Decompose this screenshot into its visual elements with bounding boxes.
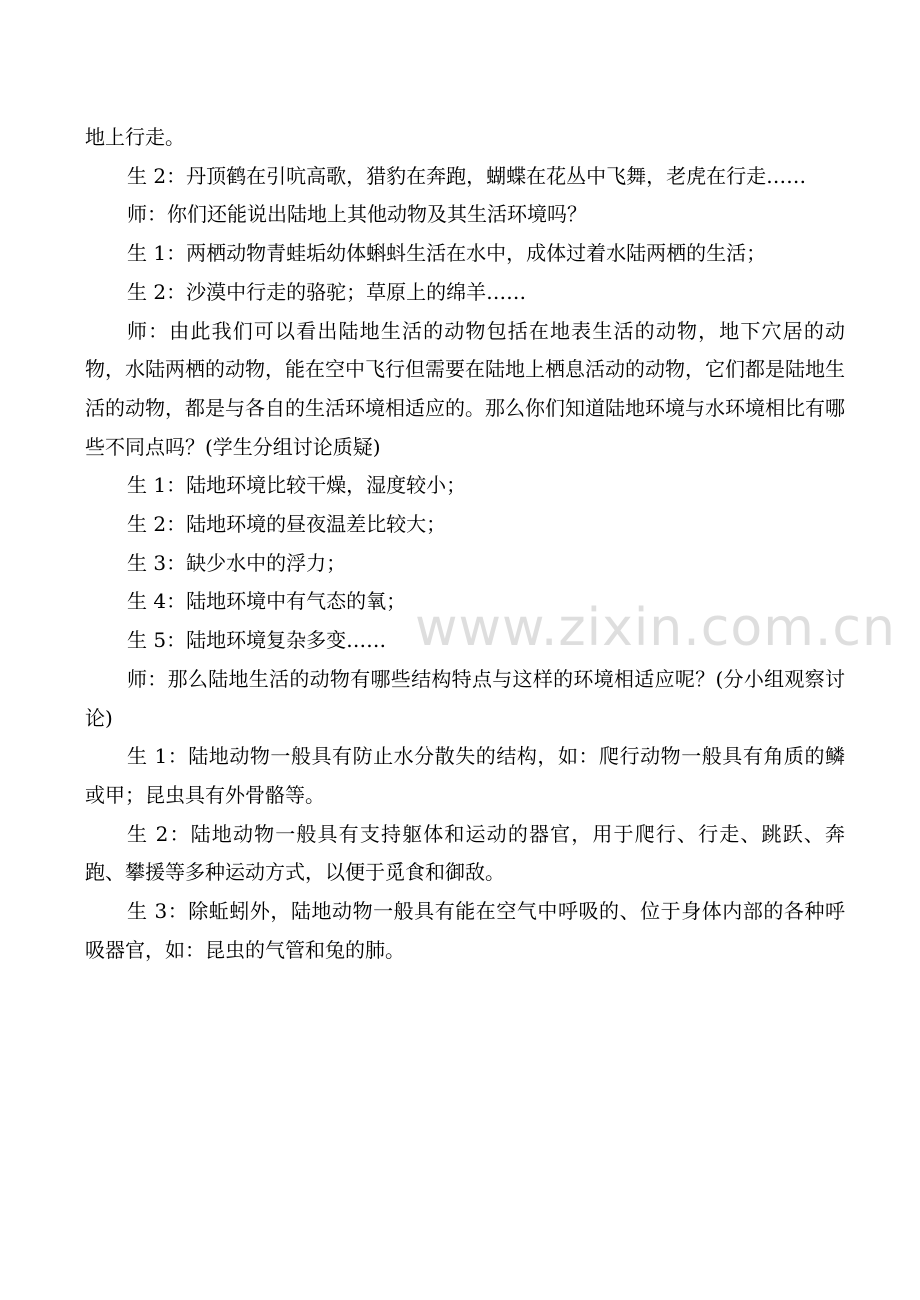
paragraph-student-4-oxygen: 生 4：陆地环境中有气态的氧； <box>127 589 407 614</box>
paragraph-student-2-temperature: 生 2：陆地环境的昼夜温差比较大； <box>127 512 447 537</box>
paragraph-student-2-movement: 生 2：陆地动物一般具有支持躯体和运动的器官，用于爬行、行走、跳跃、奔跑、攀援等多种运动方式，以便于觅食和御敌。 <box>85 821 845 885</box>
document-body <box>85 118 845 969</box>
paragraph-student-3-respiration: 生 3：除蚯蚓外，陆地动物一般具有能在空气中呼吸的、位于身体内部的各种呼吸器官，如：昆虫的气管和兔的肺。 <box>85 899 845 962</box>
paragraph-student-2-animals: 生 2：丹顶鹤在引吭高歌，猎豹在奔跑，蝴蝶在花丛中飞舞，老虎在行走…… <box>127 163 807 188</box>
paragraph-teacher-question-2: 师：那么陆地生活的动物有哪些结构特点与这样的环境相适应呢？(分小组观察讨论) <box>85 666 845 730</box>
paragraph-teacher-question-1: 师：你们还能说出陆地上其他动物及其生活环境吗？ <box>127 202 587 227</box>
paragraph-student-1-amphibians: 生 1：两栖动物青蛙垢幼体蝌蚪生活在水中，成体过着水陆两栖的生活； <box>127 241 767 266</box>
paragraph-continuation: 地上行走。 <box>85 125 185 149</box>
paragraph-student-2-desert: 生 2：沙漠中行走的骆驼；草原上的绵羊…… <box>127 279 527 304</box>
paragraph-teacher-summary: 师：由此我们可以看出陆地生活的动物包括在地表生活的动物，地下穴居的动物，水陆两栖的动物，能在空中飞行但需要在陆地上栖息活动的动物，它们都是陆地生活的动物，都是与各自的生活环境相适应的。那么你们知道陆地环境与水环境相比有哪些不同点吗？(学生分组讨论质疑) <box>85 318 845 459</box>
paragraph-student-5-complex: 生 5：陆地环境复杂多变…… <box>127 628 387 653</box>
paragraph-student-1-water-loss: 生 1：陆地动物一般具有防止水分散失的结构，如：爬行动物一般具有角质的鳞或甲；昆虫具有外骨骼等。 <box>85 744 845 807</box>
paragraph-student-3-buoyancy: 生 3：缺少水中的浮力； <box>127 550 347 575</box>
paragraph-student-1-dry: 生 1：陆地环境比较干燥，湿度较小； <box>127 473 467 498</box>
watermark: www.zixin.com.cn <box>415 598 896 658</box>
